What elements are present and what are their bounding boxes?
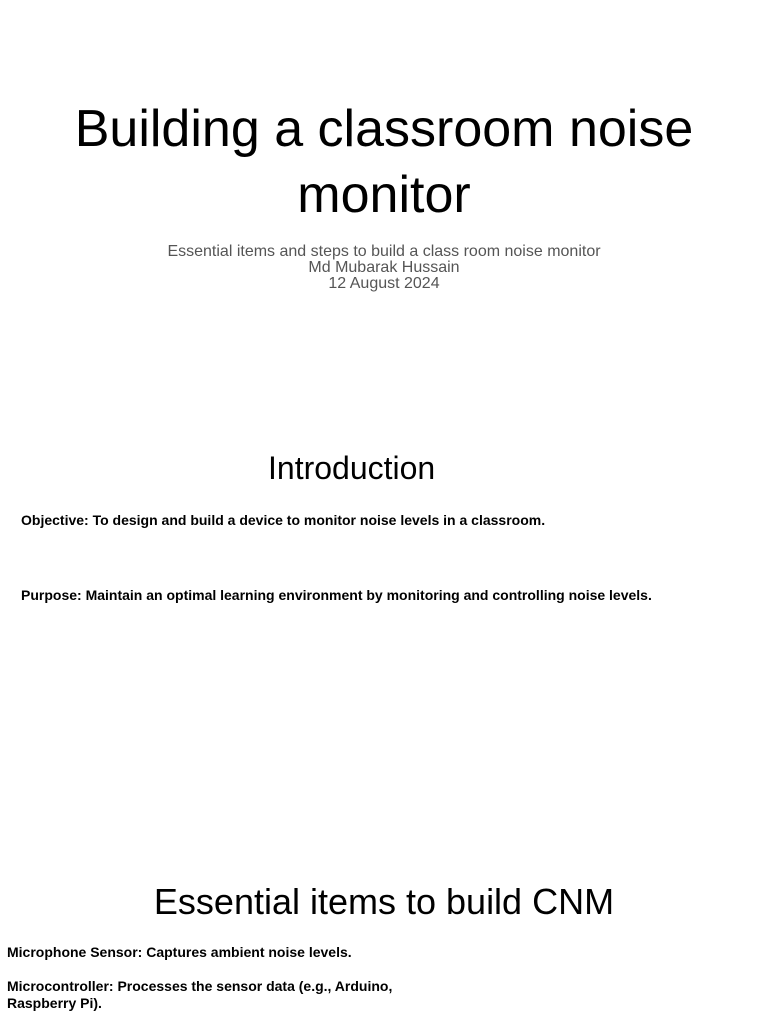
author-name: Md Mubarak Hussain [308,259,460,276]
list-item: Microcontroller: Processes the sensor data (e.g., Arduino, Raspberry Pi). [7,978,393,1011]
list-item: Microphone Sensor: Captures ambient noise levels. [7,944,352,960]
objective-text: Objective: To design and build a device to monitor noise levels in a classroom. [21,512,546,528]
subtitle-description: Essential items and steps to build a class room noise monitor [167,243,601,260]
title-slide [0,0,768,400]
essential-items-heading: Essential items to build CNM [153,881,615,922]
purpose-text: Purpose: Maintain an optimal learning environment by monitoring and controlling noise levels. [21,587,652,603]
presentation-date: 12 August 2024 [328,275,440,292]
subtitle-block [0,244,768,292]
introduction-heading: Introduction [268,450,436,486]
essential-items-slide [0,840,768,1024]
presentation-title: Building a classroom noise monitor [74,100,694,224]
introduction-slide [0,400,768,840]
